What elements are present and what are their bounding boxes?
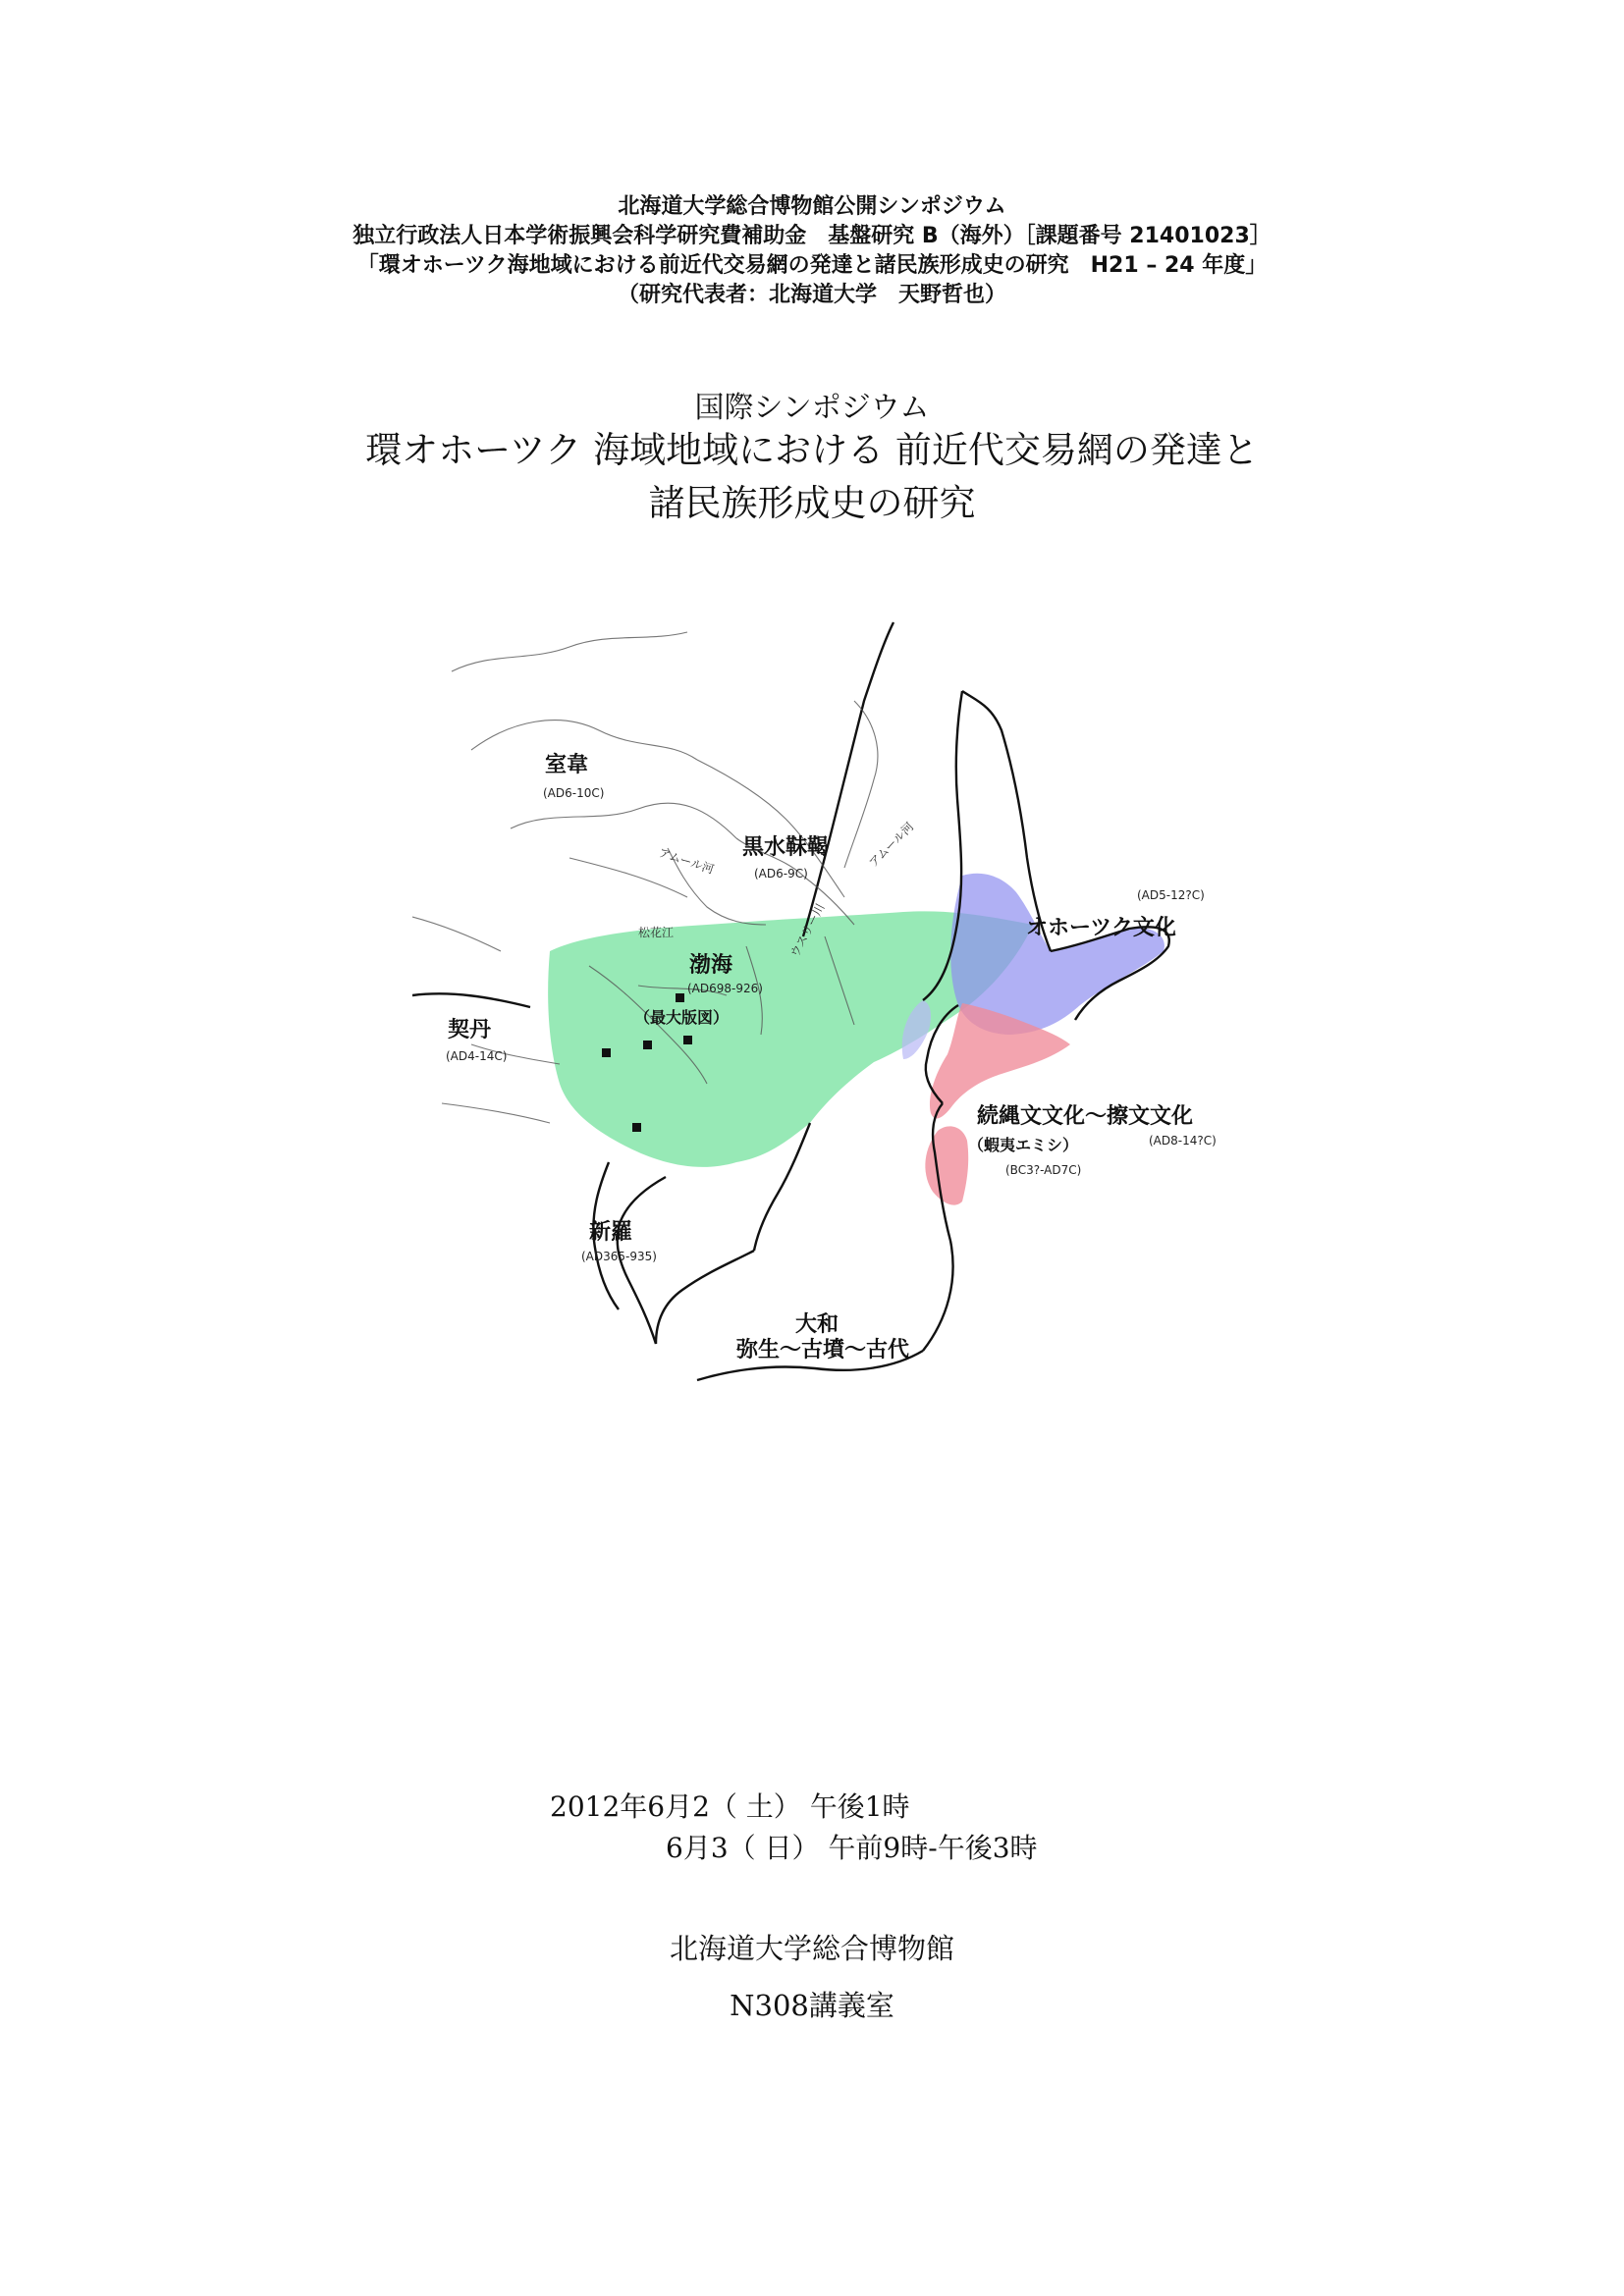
label-ussuri-river: ウスリー川 xyxy=(787,901,828,960)
header-line-2: 独立行政法人日本学術振興会科学研究費補助金 基盤研究 B（海外）［課題番号 21401023］ xyxy=(352,224,1272,248)
label-amur-river-1: アムール河 xyxy=(657,845,716,877)
event-date-2: 6月3（ 日） 午前9時-午後3時 xyxy=(666,1832,1038,1864)
label-bohai: 渤海 xyxy=(689,953,733,978)
label-yamato-periods: 弥生～古墳～古代 xyxy=(736,1338,910,1362)
event-venue xyxy=(0,1920,1624,2034)
title-line-2: 諸民族形成史の研究 xyxy=(648,482,976,524)
label-emishi-date: (BC3?-AD7C) xyxy=(1005,1163,1082,1177)
event-date-1: 2012年6月2（ 土） 午後1時 xyxy=(550,1790,910,1823)
header-line-3: 「環オホーツク海地域における前近代交易網の発達と諸民族形成史の研究 H21 – 24 年度」 xyxy=(356,253,1268,278)
capital-marker xyxy=(643,1041,652,1049)
capital-marker xyxy=(632,1123,641,1132)
label-emishi: （蝦夷エミシ） xyxy=(968,1136,1079,1154)
symposium-subtitle: 国際シンポジウム xyxy=(694,391,930,425)
symposium-title xyxy=(0,424,1624,530)
label-khitan-date: (AD4-14C) xyxy=(446,1049,508,1063)
historical-map xyxy=(412,613,1276,1388)
title-line-1: 環オホーツク 海域地域における 前近代交易網の発達と xyxy=(365,429,1259,471)
label-heishui-mohe: 黒水靺鞨 xyxy=(742,835,830,860)
venue-room: N308講義室 xyxy=(730,1989,894,2022)
label-okhotsk-date: (AD5-12?C) xyxy=(1137,888,1205,902)
label-shiwei-date: (AD6-10C) xyxy=(543,786,605,800)
label-silla-date: (AD365-935) xyxy=(581,1250,657,1263)
label-bohai-date: (AD698-926) xyxy=(687,982,763,995)
label-songhua-river: 松花江 xyxy=(638,926,675,939)
header-line-4: （研究代表者：北海道大学 天野哲也） xyxy=(617,283,1006,307)
label-bohai-max-extent: （最大版図） xyxy=(634,1008,730,1027)
capital-marker xyxy=(683,1036,692,1044)
label-okhotsk-culture: オホーツク文化 xyxy=(1026,916,1176,940)
label-epi-jomon-date: (AD8-14?C) xyxy=(1149,1134,1217,1148)
capital-marker xyxy=(602,1048,611,1057)
header-line-1: 北海道大学総合博物館公開シンポジウム xyxy=(618,194,1006,219)
label-shiwei: 室韋 xyxy=(545,753,589,777)
label-khitan: 契丹 xyxy=(448,1018,492,1042)
venue-name: 北海道大学総合博物館 xyxy=(669,1932,954,1965)
label-yamato: 大和 xyxy=(795,1312,839,1337)
funding-header xyxy=(0,192,1624,310)
capital-marker xyxy=(676,993,684,1002)
label-silla: 新羅 xyxy=(589,1220,633,1245)
label-heishui-date: (AD6-9C) xyxy=(754,867,808,881)
label-epi-jomon-satsumon: 続縄文文化～擦文文化 xyxy=(977,1104,1194,1129)
event-dates xyxy=(550,1787,1038,1869)
label-amur-river-2: アムール河 xyxy=(866,819,917,871)
